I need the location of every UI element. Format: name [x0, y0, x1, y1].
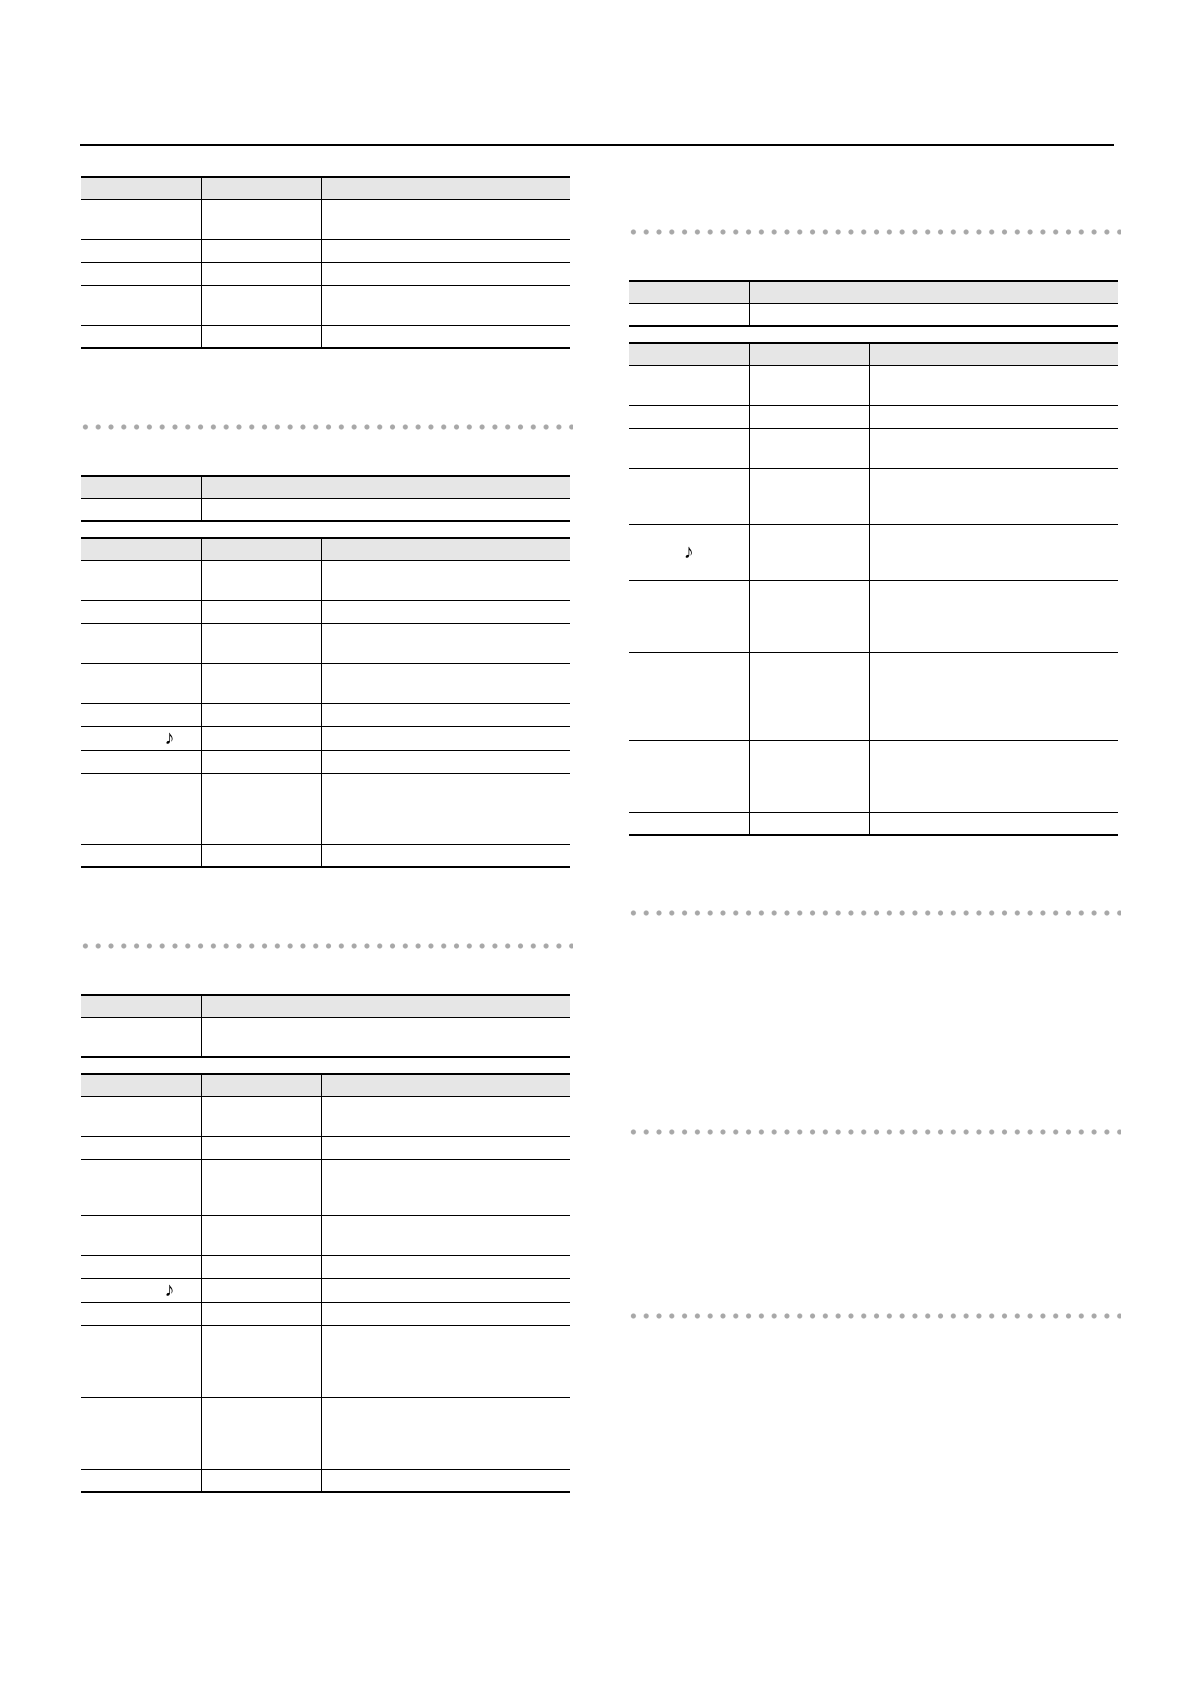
left-section-3-header-table [81, 994, 570, 1058]
param-desc-cell [321, 199, 570, 239]
param-name-cell [629, 428, 749, 468]
param-value-cell [201, 1469, 321, 1492]
table-row [629, 428, 1118, 468]
param-value-cell [201, 560, 321, 600]
page-top-rule [80, 144, 1114, 146]
table-row [629, 303, 1118, 326]
table-row [81, 285, 570, 325]
table-row [629, 365, 1118, 405]
param-name-cell [81, 1255, 201, 1278]
table-row [81, 1302, 570, 1325]
param-value-cell [749, 365, 869, 405]
param-name-cell [81, 703, 201, 726]
table-row [81, 1325, 570, 1397]
param-desc-cell [321, 1325, 570, 1397]
table-row [81, 663, 570, 703]
param-value-cell [201, 239, 321, 262]
param-desc-cell [869, 740, 1118, 812]
param-value-cell [201, 1136, 321, 1159]
left-section-2-param-table [81, 537, 570, 868]
left-section-3-param-table [81, 1073, 570, 1493]
param-value-cell [201, 199, 321, 239]
table-row [81, 623, 570, 663]
table-header-row [629, 343, 1118, 365]
param-name-cell [81, 1469, 201, 1492]
section-divider-dots [79, 943, 573, 949]
param-value-cell [201, 1096, 321, 1136]
table-row [81, 1215, 570, 1255]
param-name-cell [629, 365, 749, 405]
param-name-cell [81, 600, 201, 623]
param-name-cell [629, 405, 749, 428]
table-header-row [81, 538, 570, 560]
param-value-cell [201, 663, 321, 703]
param-desc-cell [321, 1096, 570, 1136]
table-row [81, 1469, 570, 1492]
param-desc-cell [321, 1215, 570, 1255]
param-desc-cell [321, 325, 570, 348]
table-row [81, 726, 570, 750]
param-desc-cell [869, 580, 1118, 652]
param-name-cell [629, 303, 749, 326]
param-name-cell [629, 468, 749, 524]
param-name-cell [81, 1096, 201, 1136]
param-name-cell [629, 812, 749, 835]
table-header-row [81, 476, 570, 498]
table-header-row [81, 995, 570, 1017]
param-desc-cell [321, 239, 570, 262]
table-row [81, 498, 570, 521]
param-value-cell [201, 726, 321, 750]
param-desc-cell [321, 623, 570, 663]
table-row [81, 325, 570, 348]
right-section-1-param-table [629, 342, 1118, 836]
param-name-cell [81, 498, 201, 521]
param-value-cell [749, 652, 869, 740]
table-row [81, 1096, 570, 1136]
param-desc-cell [321, 703, 570, 726]
param-name-cell [81, 1136, 201, 1159]
table-row [81, 1397, 570, 1469]
param-desc-cell [321, 1302, 570, 1325]
eighth-note-icon: ♪ [629, 524, 749, 580]
param-name-cell [81, 325, 201, 348]
param-desc-cell [321, 1278, 570, 1302]
table-row [629, 580, 1118, 652]
param-value-cell [201, 325, 321, 348]
param-desc-cell [321, 1255, 570, 1278]
param-desc-cell [869, 405, 1118, 428]
eighth-note-icon: ♪ [81, 726, 201, 750]
param-value-cell [749, 580, 869, 652]
section-divider-dots [627, 1129, 1121, 1135]
param-value-cell [749, 405, 869, 428]
section-divider-dots [627, 229, 1121, 235]
param-desc-cell [869, 365, 1118, 405]
param-name-cell [81, 623, 201, 663]
table-row [629, 740, 1118, 812]
table-row [81, 1136, 570, 1159]
table-row [81, 1278, 570, 1302]
param-name-cell [629, 740, 749, 812]
param-value-cell [201, 623, 321, 663]
table-row [81, 773, 570, 844]
param-desc-cell [321, 560, 570, 600]
table-row [81, 1017, 570, 1057]
param-name-cell [81, 199, 201, 239]
param-name-cell [81, 750, 201, 773]
param-desc-cell [321, 773, 570, 844]
param-value-cell [201, 773, 321, 844]
param-value-cell [201, 1215, 321, 1255]
param-desc-cell [201, 1017, 570, 1057]
param-desc-cell [321, 285, 570, 325]
param-value-cell [749, 812, 869, 835]
param-name-cell [629, 652, 749, 740]
param-desc-cell [869, 428, 1118, 468]
eighth-note-icon: ♪ [81, 1278, 201, 1302]
table-row [81, 262, 570, 285]
param-name-cell [81, 1159, 201, 1215]
param-name-cell [81, 1325, 201, 1397]
param-desc-cell [321, 844, 570, 867]
param-name-cell [81, 239, 201, 262]
table-row [81, 844, 570, 867]
param-value-cell [749, 468, 869, 524]
param-desc-cell [321, 750, 570, 773]
param-value-cell [201, 600, 321, 623]
table-row [629, 405, 1118, 428]
right-section-1-header-table [629, 280, 1118, 327]
param-value-cell [201, 1397, 321, 1469]
param-name-cell [81, 844, 201, 867]
param-desc-cell [201, 498, 570, 521]
left-table-1 [81, 176, 570, 349]
param-value-cell [749, 428, 869, 468]
param-desc-cell [321, 600, 570, 623]
param-name-cell [81, 560, 201, 600]
param-name-cell [81, 1302, 201, 1325]
param-name-cell [81, 1397, 201, 1469]
table-row [81, 750, 570, 773]
param-name-cell [81, 663, 201, 703]
table-row [629, 652, 1118, 740]
param-name-cell [81, 1017, 201, 1057]
table-row [629, 524, 1118, 580]
param-desc-cell [869, 468, 1118, 524]
table-header-row [81, 177, 570, 199]
table-row [81, 1159, 570, 1215]
section-divider-dots [627, 910, 1121, 916]
param-value-cell [201, 1325, 321, 1397]
param-desc-cell [869, 812, 1118, 835]
param-desc-cell [321, 1397, 570, 1469]
param-value-cell [201, 1255, 321, 1278]
table-row [81, 1255, 570, 1278]
param-name-cell [81, 1215, 201, 1255]
param-value-cell [201, 1302, 321, 1325]
param-value-cell [201, 844, 321, 867]
param-name-cell [81, 262, 201, 285]
param-value-cell [201, 750, 321, 773]
param-desc-cell [321, 1469, 570, 1492]
table-row [629, 812, 1118, 835]
table-row [81, 239, 570, 262]
table-row [81, 703, 570, 726]
table-row [629, 468, 1118, 524]
table-row [81, 199, 570, 239]
param-value-cell [749, 740, 869, 812]
param-desc-cell [321, 726, 570, 750]
param-desc-cell [321, 262, 570, 285]
param-value-cell [201, 262, 321, 285]
param-name-cell [81, 285, 201, 325]
param-name-cell [81, 773, 201, 844]
param-value-cell [201, 285, 321, 325]
param-desc-cell [321, 663, 570, 703]
param-value-cell [749, 524, 869, 580]
section-divider-dots [79, 424, 573, 430]
param-value-cell [201, 703, 321, 726]
param-value-cell [201, 1278, 321, 1302]
param-value-cell [201, 1159, 321, 1215]
param-name-cell [629, 580, 749, 652]
table-header-row [629, 281, 1118, 303]
param-desc-cell [869, 652, 1118, 740]
table-row [81, 600, 570, 623]
left-section-2-header-table [81, 475, 570, 522]
param-desc-cell [321, 1136, 570, 1159]
param-desc-cell [869, 524, 1118, 580]
table-row [81, 560, 570, 600]
param-desc-cell [321, 1159, 570, 1215]
table-header-row [81, 1074, 570, 1096]
param-desc-cell [749, 303, 1118, 326]
section-divider-dots [627, 1313, 1121, 1319]
